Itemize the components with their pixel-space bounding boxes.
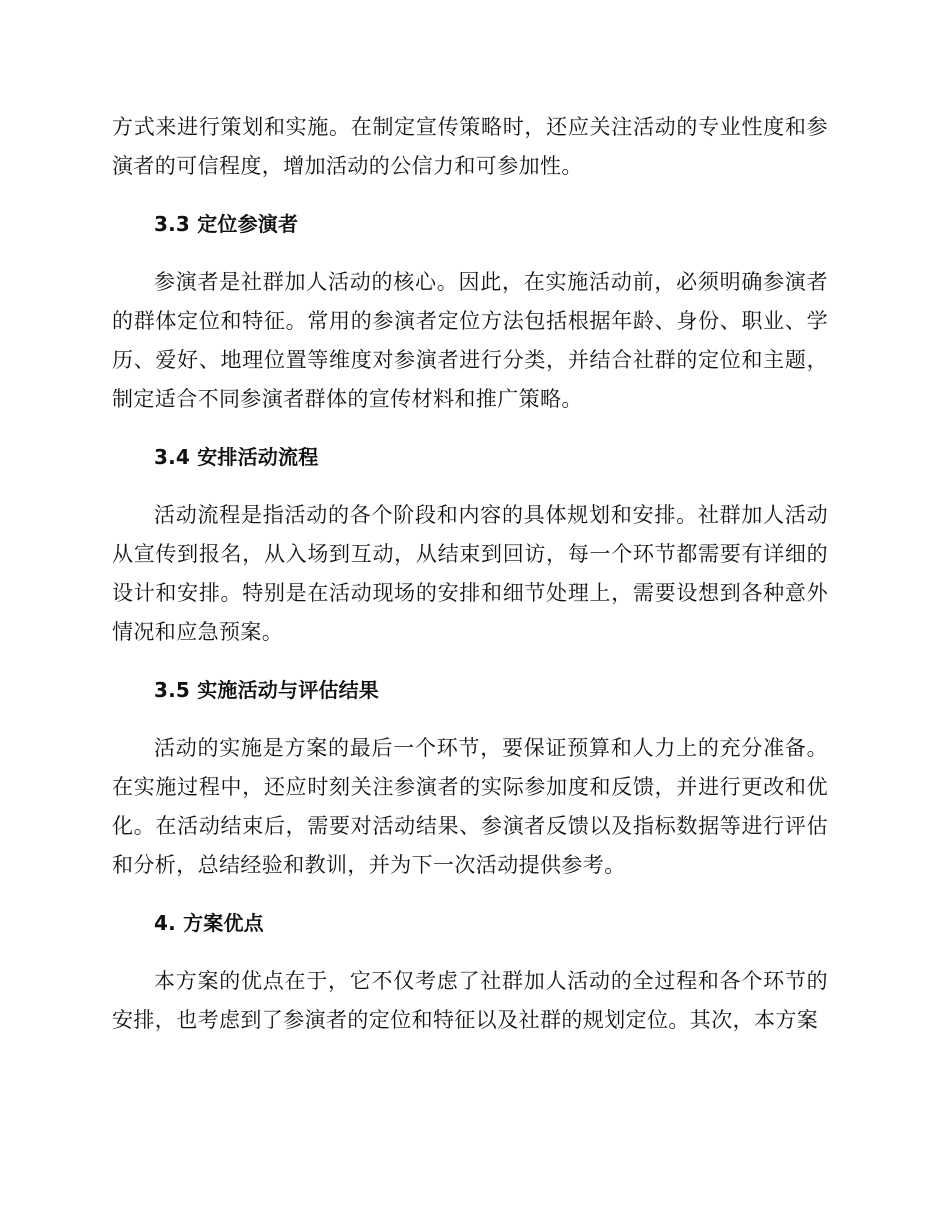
paragraph-activity-flow: 活动流程是指活动的各个阶段和内容的具体规划和安排。社群加人活动从宣传到报名，从入场到互动，从结束到回访，每一个环节都需要有详细的设计和安排。特别是在活动现场的安排和细节处理上，需要设想到各种意外情况和应急预案。 [112,503,828,644]
section-heading-4: 4. 方案优点 [154,911,264,935]
paragraph-implement-evaluate: 活动的实施是方案的最后一个环节，要保证预算和人力上的充分准备。在实施过程中，还应时刻关注参演者的实际参加度和反馈，并进行更改和优化。在活动结束后，需要对活动结果、参演者反馈以及指标数据等进行评估和分析，总结经验和教训，并为下一次活动提供参考。 [112,736,828,877]
paragraph-position-participants: 参演者是社群加人活动的核心。因此，在实施活动前，必须明确参演者的群体定位和特征。常用的参演者定位方法包括根据年龄、身份、职业、学历、爱好、地理位置等维度对参演者进行分类，并结合社群的定位和主题，制定适合不同参演者群体的宣传材料和推广策略。 [112,270,828,411]
section-heading-3-3: 3.3 定位参演者 [154,212,299,236]
section-heading-3-4: 3.4 安排活动流程 [154,445,319,469]
document-page [112,108,828,1040]
section-heading-3-5: 3.5 实施活动与评估结果 [154,678,379,702]
continuation-paragraph: 方式来进行策划和实施。在制定宣传策略时，还应关注活动的专业性度和参演者的可信程度，增加活动的公信力和可参加性。 [112,115,828,178]
paragraph-plan-advantages: 本方案的优点在于，它不仅考虑了社群加人活动的全过程和各个环节的安排，也考虑到了参演者的定位和特征以及社群的规划定位。其次，本方案 [112,969,828,1032]
